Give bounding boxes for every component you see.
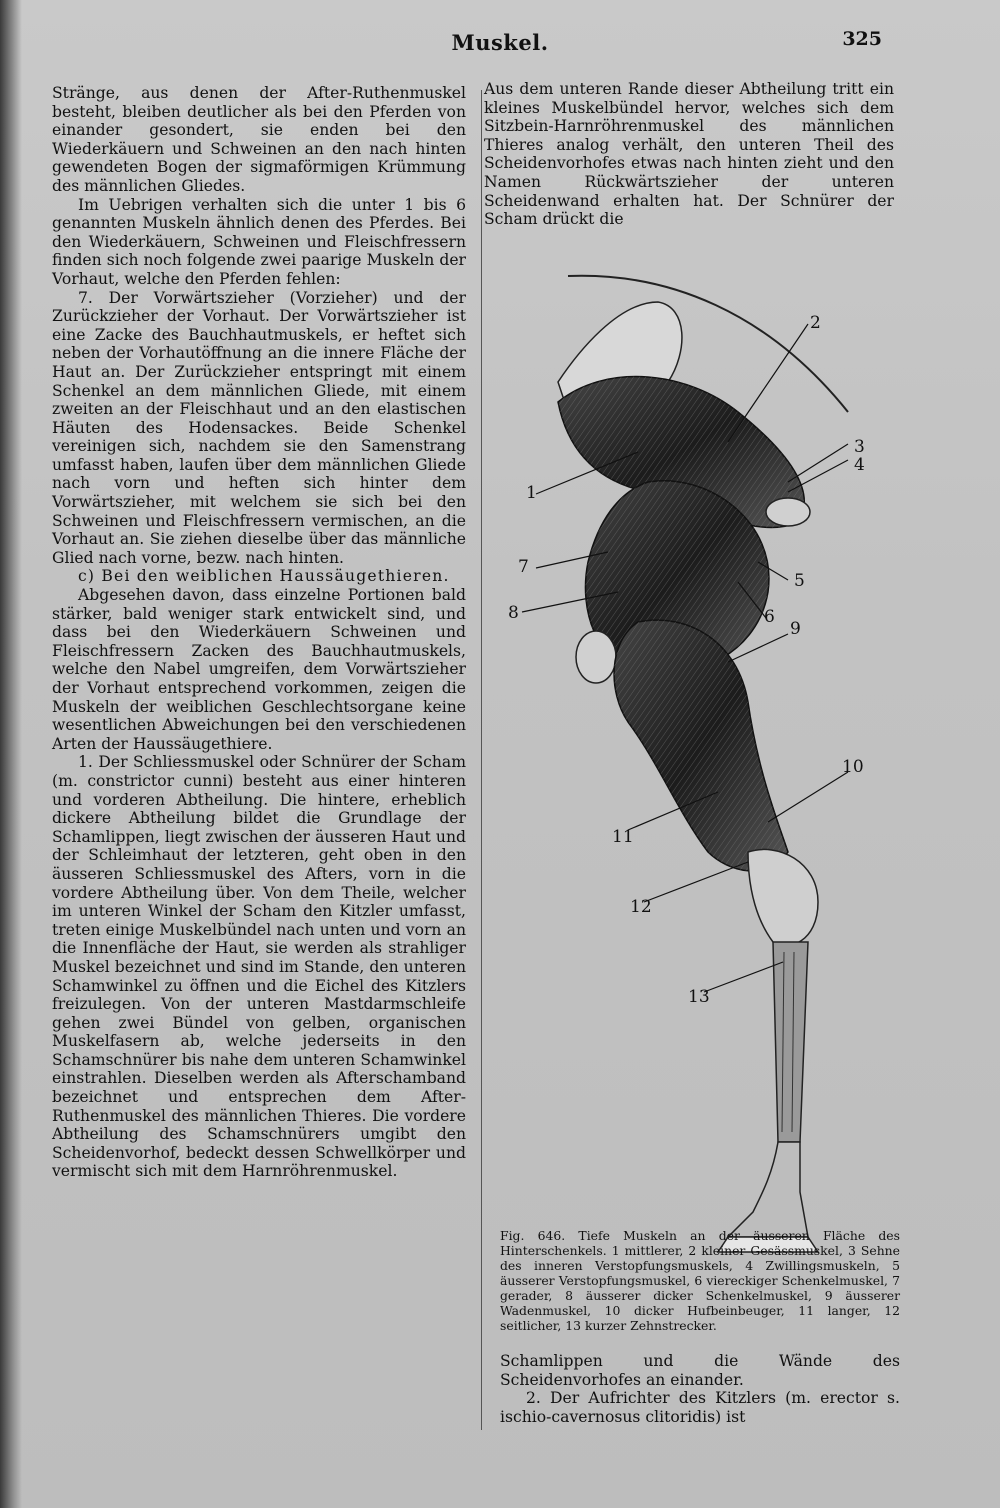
page-number: 325 [842,28,882,50]
figure-label-9: 9 [790,619,801,639]
page-edge-shadow [0,0,22,1508]
paragraph: 7. Der Vorwärtszieher (Vorzieher) und der Zurückzieher der Vorhaut. Der Vorwärtszieher ist eine Zacke des Bauchhautmuskels, er heftet sich neben der Vorhautöffnung an die innere Fläche der Haut an. Der Zurückzieher entspringt mit einem Schenkel an dem männlichen Gliede, mit einem zweiten an der Fleischhaut und an den elastischen Häuten des Hodensackes. Beide Schenkel vereinigen sich, nachdem sie den Samenstrang umfasst haben, laufen über dem männlichen Gliede nach vorn und heften sich hinter dem Vorwärtszieher, mit welchem sie sich bei den Schweinen und Fleischfressern vermischen, an die Vorhaut an. Sie ziehen dieselbe über das männliche Glied nach vorne, bezw. nach hinten. [52,288,466,567]
paragraph: Stränge, aus denen der After-Ruthenmuskel besteht, bleiben deutlicher als bei den Pferden von einander gesondert, sie enden bei den Wiederkäuern und Schweinen an den nach hinten gewendeten Bogen der sigmaförmigen Krümmung des männlichen Gliedes. [52,84,466,195]
figure-label-11: 11 [612,827,634,847]
figure-label-12: 12 [630,897,652,917]
hind-limb-muscle-illustration [488,262,908,1262]
paragraph: Schamlippen und die Wände des Scheidenvorhofes an einander. [500,1352,900,1389]
paragraph: 1. Der Schliessmuskel oder Schnürer der Scham (m. constrictor cunni) besteht aus einer hinteren und vorderen Abtheilung. Die hintere, erheblich dickere Abtheilung bildet die Grundlage der Schamlippen, liegt zwischen der äusseren Haut und der Schleimhaut der letzteren, geht oben in den äusseren Schliessmuskel des Afters, vorn in die vordere Abtheilung über. Von dem Theile, welcher im unteren Winkel der Scham den Kitzler umfasst, treten einige Muskelbündel nach unten und vorn an die Innenfläche der Haut, sie werden als strahliger Muskel bezeichnet und sind im Stande, den unteren Schamwinkel zu öffnen und die Eichel des Kitzlers freizulegen. Von der unteren Mastdarmschleife gehen zwei Bündel von gelben, organischen Muskelfasern ab, welche jederseits in den Schamschnürer bis nahe dem unteren Schamwinkel einstrahlen. Dieselben werden als Afterschamband bezeichnet und entsprechen dem After-Ruthenmuskel des männlichen Thieres. Die vordere Abtheilung des Schamschnürers umgibt den Scheidenvorhof, bedeckt dessen Schwellkörper und vermischt sich mit dem Harnröhrenmuskel. [52,753,466,1181]
figure-label-4: 4 [854,455,865,475]
right-text-column-bottom [500,1352,900,1426]
anatomical-figure [488,262,908,1262]
figure-label-2: 2 [810,313,821,333]
running-header-title: Muskel. [451,30,549,55]
figure-label-13: 13 [688,987,710,1007]
figure-label-5: 5 [794,571,805,591]
paragraph: Abgesehen davon, dass einzelne Portionen bald stärker, bald weniger stark entwickelt sind, und dass bei den Wiederkäuern Schweinen und Fleischfressern Zacken des Bauchhautmuskels, welche den Nabel umgreifen, dem Vorwärtszieher der Vorhaut entsprechend vorkommen, zeigen die Muskeln der weiblichen Geschlechtsorgane keine wesentlichen Abweichungen bei den verschiedenen Arten der Haussäugethiere. [52,586,466,753]
figure-label-1: 1 [526,483,537,503]
figure-label-8: 8 [508,603,519,623]
column-divider [481,90,482,1430]
section-heading: c) Bei den weiblichen Haussäugethieren. [78,567,450,586]
figure-label-3: 3 [854,437,865,457]
paragraph: 2. Der Aufrichter des Kitzlers (m. erector s. ischio-cavernosus clitoridis) ist [500,1389,900,1426]
left-text-column [52,84,466,1181]
figure-label-10: 10 [842,757,864,777]
paragraph: Aus dem unteren Rande dieser Abtheilung tritt ein kleines Muskelbündel hervor, welches sich dem Sitzbein-Harnröhrenmuskel des männlichen Thieres analog verhält, den unteren Theil des Scheidenvorhofes etwas nach hinten zieht und den Namen Rückwärtszieher der unteren Scheidenwand erhalten hat. Der Schnürer der Scham drückt die [484,80,894,229]
right-text-column-top [484,80,894,229]
figure-label-6: 6 [764,607,775,627]
figure-label-7: 7 [518,557,529,577]
paragraph: Im Uebrigen verhalten sich die unter 1 bis 6 genannten Muskeln ähnlich denen des Pferdes. Bei den Wiederkäuern, Schweinen und Fleischfressern finden sich noch folgende zwei paarige Muskeln der Vorhaut, welche den Pferden fehlen: [52,195,466,288]
figure-caption: Fig. 646. Tiefe Muskeln an der äusseren Fläche des Hinterschenkels. 1 mittlerer, 2 kleiner Gesässmuskel, 3 Sehne des inneren Verstopfungsmuskels, 4 Zwillingsmuskeln, 5 äusserer Verstopfungsmuskel, 6 viereckiger Schenkelmuskel, 7 gerader, 8 äusserer dicker Schenkelmuskel, 9 äusserer Wadenmuskel, 10 dicker Hufbeinbeuger, 11 langer, 12 seitlicher, 13 kurzer Zehnstrecker. [500,1228,900,1333]
